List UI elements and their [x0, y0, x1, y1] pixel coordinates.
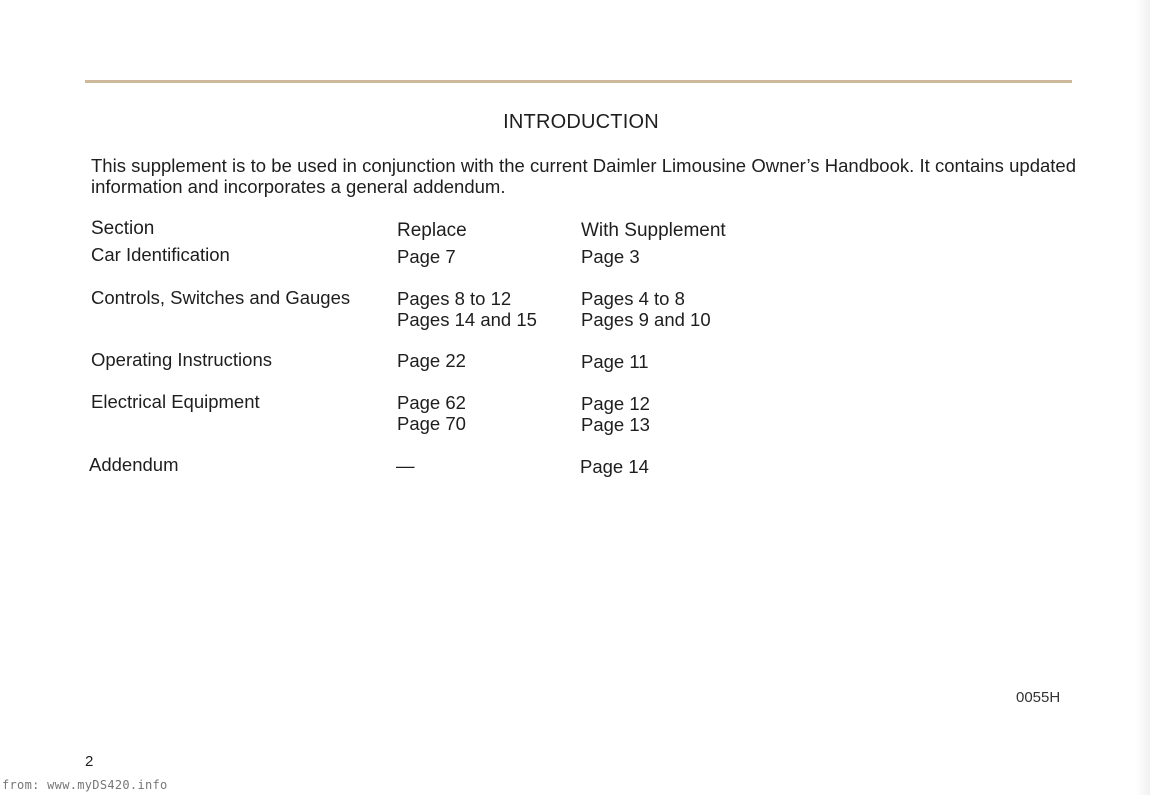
- row-section: Addendum: [89, 454, 179, 475]
- page-number: 2: [85, 753, 94, 770]
- row-replace: Page 7: [397, 246, 456, 267]
- row-supplement: Page 12: [581, 393, 650, 414]
- row-section: Electrical Equipment: [91, 391, 260, 412]
- row-supplement: Pages 4 to 8: [581, 288, 685, 309]
- header-replace: Replace: [397, 220, 467, 241]
- row-section: Controls, Switches and Gauges: [91, 287, 351, 308]
- row-replace: Page 70: [397, 413, 466, 434]
- row-replace: Page 62: [397, 392, 466, 413]
- row-supplement: Pages 9 and 10: [581, 309, 711, 330]
- source-watermark: from: www.myDS420.info: [2, 778, 168, 792]
- row-replace: Pages 14 and 15: [397, 309, 537, 330]
- row-supplement: Page 14: [580, 456, 649, 477]
- row-replace: Pages 8 to 12: [397, 288, 512, 309]
- row-section: Operating Instructions: [91, 349, 272, 370]
- intro-paragraph: This supplement is to be used in conjunction with the current Daimler Limousine Owner’s Handbook. It contains updated information and incorporates a general addendum.: [91, 155, 1076, 197]
- header-section: Section: [91, 218, 155, 239]
- page-title: INTRODUCTION: [503, 111, 659, 133]
- row-supplement: Page 13: [581, 414, 650, 435]
- row-replace: Page 22: [397, 350, 466, 371]
- header-supplement: With Supplement: [581, 220, 726, 241]
- reference-code: 0055H: [1016, 689, 1061, 706]
- row-section: Car Identification: [91, 244, 230, 265]
- row-supplement: Page 3: [581, 246, 640, 267]
- row-supplement: Page 11: [581, 351, 649, 372]
- row-replace: —: [396, 455, 415, 476]
